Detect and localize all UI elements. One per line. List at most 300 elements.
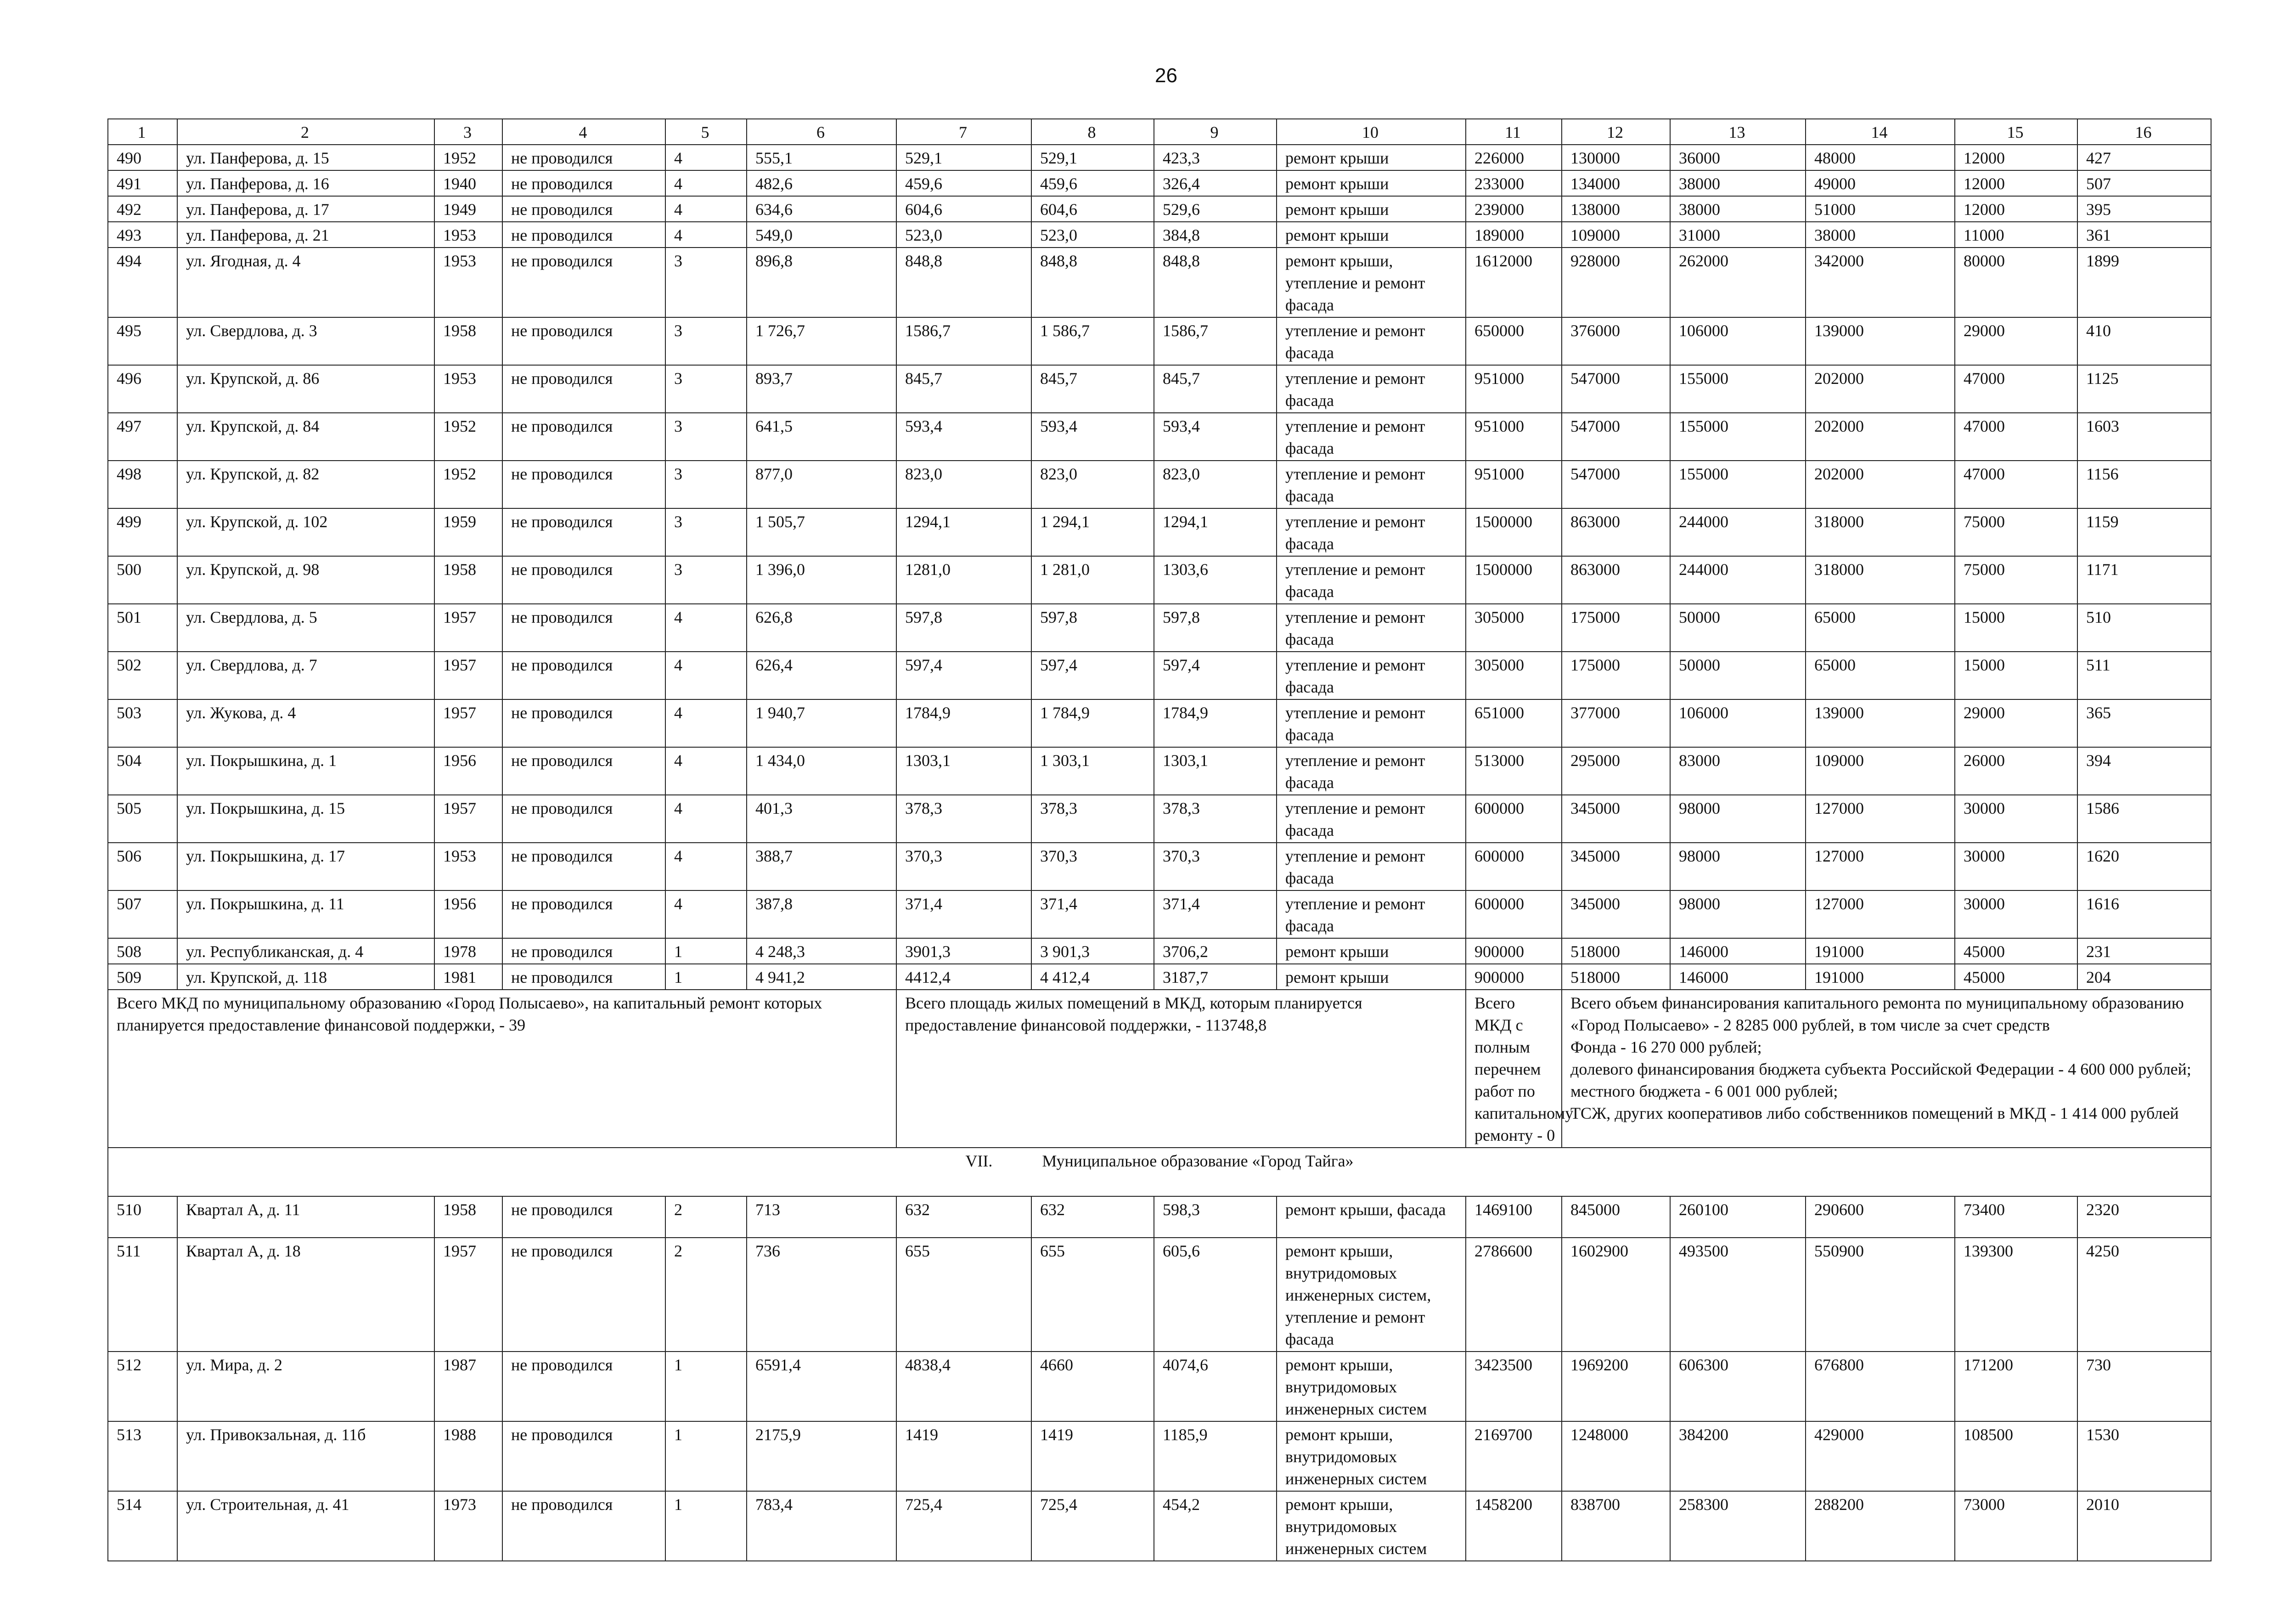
table-cell: 1171 xyxy=(2077,556,2211,604)
table-cell: 845,7 xyxy=(1031,365,1154,413)
column-header: 10 xyxy=(1277,119,1466,145)
table-cell: 848,8 xyxy=(1031,248,1154,317)
table-cell: 106000 xyxy=(1670,699,1806,747)
table-cell: 597,8 xyxy=(1154,604,1277,652)
table-cell: 155000 xyxy=(1670,413,1806,461)
section-title: Муниципальное образование «Город Тайга» xyxy=(1042,1152,1354,1170)
table-cell: ремонт крыши, внутридомовых инженерных систем xyxy=(1277,1352,1466,1421)
table-cell: 1958 xyxy=(434,556,502,604)
table-cell: не проводился xyxy=(502,317,665,365)
section-number: VII. xyxy=(965,1152,993,1170)
table-cell: 730 xyxy=(2077,1352,2211,1421)
table-cell: 342000 xyxy=(1806,248,1955,317)
table-row xyxy=(108,222,2211,248)
table-cell: 4 xyxy=(665,222,747,248)
table-cell: 4 248,3 xyxy=(747,938,896,964)
table-cell: 202000 xyxy=(1806,413,1955,461)
table-cell: ремонт крыши xyxy=(1277,145,1466,170)
table-cell: 4250 xyxy=(2077,1238,2211,1352)
table-cell: 547000 xyxy=(1562,461,1670,508)
table-cell: 2 xyxy=(665,1196,747,1238)
table-cell: 30000 xyxy=(1955,843,2077,890)
table-cell: ул. Панферова, д. 17 xyxy=(177,196,434,222)
table-row xyxy=(108,196,2211,222)
column-header: 12 xyxy=(1562,119,1670,145)
table-cell: 204 xyxy=(2077,964,2211,990)
table-cell: 3 xyxy=(665,248,747,317)
table-cell: 30000 xyxy=(1955,890,2077,938)
table-cell: 244000 xyxy=(1670,556,1806,604)
table-cell: ул. Свердлова, д. 5 xyxy=(177,604,434,652)
table-cell: 511 xyxy=(2077,652,2211,699)
table-cell: 12000 xyxy=(1955,145,2077,170)
table-cell: ул. Покрышкина, д. 15 xyxy=(177,795,434,843)
table-cell: 45000 xyxy=(1955,938,2077,964)
table-row xyxy=(108,248,2211,317)
table-cell: 600000 xyxy=(1466,843,1562,890)
table-cell: 513000 xyxy=(1466,747,1562,795)
table-cell: ул. Крупской, д. 84 xyxy=(177,413,434,461)
table-cell: 736 xyxy=(747,1238,896,1352)
table-cell: ул. Крупской, д. 98 xyxy=(177,556,434,604)
table-cell: утепление и ремонт фасада xyxy=(1277,317,1466,365)
table-cell: 361 xyxy=(2077,222,2211,248)
table-cell: 4 412,4 xyxy=(1031,964,1154,990)
table-cell: 155000 xyxy=(1670,461,1806,508)
table-cell: 1899 xyxy=(2077,248,2211,317)
table-cell: 1 586,7 xyxy=(1031,317,1154,365)
table-cell: 604,6 xyxy=(896,196,1031,222)
table-cell: 725,4 xyxy=(1031,1491,1154,1561)
table-cell: 877,0 xyxy=(747,461,896,508)
table-cell: 15000 xyxy=(1955,652,2077,699)
financing-line: Всего объем финансирования капитального ремонта по муниципальному образованию «Город Полысаево» - 2 8285 000 рублей, в том числе за счет средств xyxy=(1570,994,2184,1034)
table-cell: 376000 xyxy=(1562,317,1670,365)
table-cell: 305000 xyxy=(1466,652,1562,699)
table-cell: не проводился xyxy=(502,170,665,196)
column-header: 14 xyxy=(1806,119,1955,145)
page-number: 26 xyxy=(1155,64,1177,87)
table-cell: ремонт крыши xyxy=(1277,196,1466,222)
column-header: 6 xyxy=(747,119,896,145)
table-cell: не проводился xyxy=(502,843,665,890)
table-cell: не проводился xyxy=(502,747,665,795)
table-cell: 345000 xyxy=(1562,890,1670,938)
table-cell: 845000 xyxy=(1562,1196,1670,1238)
table-cell: утепление и ремонт фасада xyxy=(1277,747,1466,795)
table-cell: 65000 xyxy=(1806,604,1955,652)
table-cell: 3187,7 xyxy=(1154,964,1277,990)
table-cell: 3 xyxy=(665,508,747,556)
table-row xyxy=(108,556,2211,604)
table-cell: 1 281,0 xyxy=(1031,556,1154,604)
table-cell: 1 396,0 xyxy=(747,556,896,604)
table-row xyxy=(108,170,2211,196)
table-cell: 262000 xyxy=(1670,248,1806,317)
table-cell: 1952 xyxy=(434,461,502,508)
table-cell: 514 xyxy=(108,1491,177,1561)
table-cell: 4 xyxy=(665,747,747,795)
table-cell: 1940 xyxy=(434,170,502,196)
table-cell: 1 xyxy=(665,1352,747,1421)
table-cell: 127000 xyxy=(1806,890,1955,938)
column-header: 15 xyxy=(1955,119,2077,145)
table-cell: 394 xyxy=(2077,747,2211,795)
table-cell: 893,7 xyxy=(747,365,896,413)
financing-line: местного бюджета - 6 001 000 рублей; xyxy=(1570,1082,1838,1100)
table-cell: ул. Панферова, д. 21 xyxy=(177,222,434,248)
table-cell: ремонт крыши, фасада xyxy=(1277,1196,1466,1238)
table-cell: 370,3 xyxy=(896,843,1031,890)
table-cell: 12000 xyxy=(1955,196,2077,222)
table-cell: 80000 xyxy=(1955,248,2077,317)
table-cell: 377000 xyxy=(1562,699,1670,747)
table-cell: 518000 xyxy=(1562,938,1670,964)
table-cell: утепление и ремонт фасада xyxy=(1277,413,1466,461)
table-cell: не проводился xyxy=(502,248,665,317)
table-cell: не проводился xyxy=(502,795,665,843)
table-cell: 202000 xyxy=(1806,365,1955,413)
table-row xyxy=(108,1491,2211,1561)
housing-repair-table xyxy=(107,118,2212,1561)
table-cell: 370,3 xyxy=(1154,843,1277,890)
table-cell: 4 xyxy=(665,795,747,843)
table-cell: 73000 xyxy=(1955,1491,2077,1561)
table-row xyxy=(108,1238,2211,1352)
section-heading xyxy=(108,1148,2211,1196)
table-cell: 109000 xyxy=(1562,222,1670,248)
table-cell: 134000 xyxy=(1562,170,1670,196)
table-cell: 459,6 xyxy=(896,170,1031,196)
table-cell: 4 xyxy=(665,699,747,747)
table-cell: 1419 xyxy=(896,1421,1031,1491)
table-row xyxy=(108,890,2211,938)
table-cell: 3901,3 xyxy=(896,938,1031,964)
table-cell: 75000 xyxy=(1955,556,2077,604)
table-cell: 626,4 xyxy=(747,652,896,699)
table-cell: 127000 xyxy=(1806,795,1955,843)
table-cell: 650000 xyxy=(1466,317,1562,365)
column-header: 3 xyxy=(434,119,502,145)
table-cell: 505 xyxy=(108,795,177,843)
table-cell: 47000 xyxy=(1955,461,2077,508)
table-cell: 459,6 xyxy=(1031,170,1154,196)
table-cell: 1159 xyxy=(2077,508,2211,556)
column-header: 13 xyxy=(1670,119,1806,145)
table-cell: 523,0 xyxy=(1031,222,1154,248)
table-cell: утепление и ремонт фасада xyxy=(1277,699,1466,747)
table-cell: 318000 xyxy=(1806,556,1955,604)
table-cell: 3423500 xyxy=(1466,1352,1562,1421)
table-cell: 547000 xyxy=(1562,413,1670,461)
table-cell: 632 xyxy=(1031,1196,1154,1238)
table-cell: 3 xyxy=(665,365,747,413)
table-cell: ремонт крыши, внутридомовых инженерных систем xyxy=(1277,1491,1466,1561)
table-cell: 863000 xyxy=(1562,556,1670,604)
table-cell: 11000 xyxy=(1955,222,2077,248)
table-cell: 98000 xyxy=(1670,890,1806,938)
table-cell: 3 xyxy=(665,556,747,604)
table-cell: ул. Республиканская, д. 4 xyxy=(177,938,434,964)
table-cell: 863000 xyxy=(1562,508,1670,556)
table-cell: 1586,7 xyxy=(1154,317,1277,365)
table-cell: 848,8 xyxy=(896,248,1031,317)
table-cell: утепление и ремонт фасада xyxy=(1277,461,1466,508)
table-cell: 838700 xyxy=(1562,1491,1670,1561)
table-cell: 410 xyxy=(2077,317,2211,365)
table-cell: 928000 xyxy=(1562,248,1670,317)
table-cell: 529,6 xyxy=(1154,196,1277,222)
table-cell: ремонт крыши, внутридомовых инженерных систем, утепление и ремонт фасада xyxy=(1277,1238,1466,1352)
table-cell: 175000 xyxy=(1562,604,1670,652)
column-header: 2 xyxy=(177,119,434,145)
table-cell: не проводился xyxy=(502,222,665,248)
column-header: 5 xyxy=(665,119,747,145)
table-cell: 231 xyxy=(2077,938,2211,964)
table-cell: 1973 xyxy=(434,1491,502,1561)
table-cell: не проводился xyxy=(502,461,665,508)
table-cell: 549,0 xyxy=(747,222,896,248)
table-cell: 1 940,7 xyxy=(747,699,896,747)
table-cell: 951000 xyxy=(1466,413,1562,461)
table-cell: 29000 xyxy=(1955,699,2077,747)
table-body-taiga xyxy=(108,1196,2211,1561)
table-cell: 492 xyxy=(108,196,177,222)
table-cell: 50000 xyxy=(1670,652,1806,699)
table-cell: ул. Панферова, д. 16 xyxy=(177,170,434,196)
table-cell: не проводился xyxy=(502,699,665,747)
table-cell: 73400 xyxy=(1955,1196,2077,1238)
table-cell: 1469100 xyxy=(1466,1196,1562,1238)
table-row xyxy=(108,1196,2211,1238)
table-cell: 1978 xyxy=(434,938,502,964)
table-cell: 226000 xyxy=(1466,145,1562,170)
table-cell: 189000 xyxy=(1466,222,1562,248)
table-cell: 31000 xyxy=(1670,222,1806,248)
table-row xyxy=(108,145,2211,170)
table-cell: ул. Покрышкина, д. 1 xyxy=(177,747,434,795)
table-cell: 499 xyxy=(108,508,177,556)
table-cell: 3 xyxy=(665,461,747,508)
table-cell: 507 xyxy=(108,890,177,938)
table-cell: 1 505,7 xyxy=(747,508,896,556)
table-cell: 1958 xyxy=(434,1196,502,1238)
table-cell: 900000 xyxy=(1466,938,1562,964)
table-cell: 597,4 xyxy=(1154,652,1277,699)
table-cell: 378,3 xyxy=(1154,795,1277,843)
table-cell: 510 xyxy=(108,1196,177,1238)
table-cell: 1957 xyxy=(434,795,502,843)
table-cell: 845,7 xyxy=(896,365,1031,413)
table-cell: 384,8 xyxy=(1154,222,1277,248)
table-cell: 655 xyxy=(896,1238,1031,1352)
table-cell: 1957 xyxy=(434,699,502,747)
table-cell: 15000 xyxy=(1955,604,2077,652)
table-cell: 495 xyxy=(108,317,177,365)
table-cell: 497 xyxy=(108,413,177,461)
table-cell: 1958 xyxy=(434,317,502,365)
table-cell: 12000 xyxy=(1955,170,2077,196)
table-cell: 47000 xyxy=(1955,365,2077,413)
table-cell: 244000 xyxy=(1670,508,1806,556)
table-cell: ул. Покрышкина, д. 11 xyxy=(177,890,434,938)
table-cell: 3 xyxy=(665,413,747,461)
table-cell: 65000 xyxy=(1806,652,1955,699)
table-cell: 305000 xyxy=(1466,604,1562,652)
table-cell: 4838,4 xyxy=(896,1352,1031,1421)
table-cell: 1 xyxy=(665,938,747,964)
table-cell: 295000 xyxy=(1562,747,1670,795)
table-row xyxy=(108,461,2211,508)
table-cell: ул. Крупской, д. 118 xyxy=(177,964,434,990)
table-cell: 951000 xyxy=(1466,461,1562,508)
table-cell: 1 xyxy=(665,1421,747,1491)
table-cell: 518000 xyxy=(1562,964,1670,990)
table-cell: 593,4 xyxy=(1031,413,1154,461)
table-cell: 2786600 xyxy=(1466,1238,1562,1352)
table-cell: 371,4 xyxy=(1031,890,1154,938)
table-cell: 4 xyxy=(665,843,747,890)
table-cell: 482,6 xyxy=(747,170,896,196)
table-cell: 547000 xyxy=(1562,365,1670,413)
table-cell: 1959 xyxy=(434,508,502,556)
table-cell: 3 xyxy=(665,317,747,365)
table-cell: 48000 xyxy=(1806,145,1955,170)
table-cell: 1612000 xyxy=(1466,248,1562,317)
table-cell: 4412,4 xyxy=(896,964,1031,990)
table-cell: 1957 xyxy=(434,604,502,652)
column-header: 4 xyxy=(502,119,665,145)
table-cell: 239000 xyxy=(1466,196,1562,222)
table-row xyxy=(108,652,2211,699)
table-cell: 171200 xyxy=(1955,1352,2077,1421)
table-cell: ремонт крыши xyxy=(1277,170,1466,196)
table-cell: 493 xyxy=(108,222,177,248)
table-cell: 504 xyxy=(108,747,177,795)
table-body xyxy=(108,119,2211,990)
table-cell: 783,4 xyxy=(747,1491,896,1561)
table-cell: 491 xyxy=(108,170,177,196)
table-cell: 490 xyxy=(108,145,177,170)
table-cell: 47000 xyxy=(1955,413,2077,461)
table-cell: 175000 xyxy=(1562,652,1670,699)
table-cell: 597,8 xyxy=(1031,604,1154,652)
table-cell: 1248000 xyxy=(1562,1421,1670,1491)
table-row xyxy=(108,699,2211,747)
table-cell: 139000 xyxy=(1806,317,1955,365)
table-cell: 529,1 xyxy=(1031,145,1154,170)
financing-line: Фонда - 16 270 000 рублей; xyxy=(1570,1038,1762,1056)
financing-line: ТСЖ, других кооперативов либо собственников помещений в МКД - 1 414 000 рублей xyxy=(1570,1104,2179,1122)
table-cell: 529,1 xyxy=(896,145,1031,170)
table-cell: 1956 xyxy=(434,747,502,795)
table-cell: 345000 xyxy=(1562,843,1670,890)
table-cell: 593,4 xyxy=(1154,413,1277,461)
table-cell: 1620 xyxy=(2077,843,2211,890)
table-cell: 395 xyxy=(2077,196,2211,222)
financing-line: долевого финансирования бюджета субъекта Российской Федерации - 4 600 000 рублей; xyxy=(1570,1060,2191,1078)
table-cell: 496 xyxy=(108,365,177,413)
table-cell: ул. Мира, д. 2 xyxy=(177,1352,434,1421)
table-cell: 1 294,1 xyxy=(1031,508,1154,556)
table-cell: 1953 xyxy=(434,248,502,317)
table-cell: не проводился xyxy=(502,1421,665,1491)
table-cell: 326,4 xyxy=(1154,170,1277,196)
table-cell: 1 303,1 xyxy=(1031,747,1154,795)
table-cell: 1125 xyxy=(2077,365,2211,413)
table-cell: 1586,7 xyxy=(896,317,1031,365)
table-cell: 1956 xyxy=(434,890,502,938)
table-cell: 98000 xyxy=(1670,795,1806,843)
table-cell: 501 xyxy=(108,604,177,652)
table-cell: 1303,1 xyxy=(896,747,1031,795)
table-cell: 138000 xyxy=(1562,196,1670,222)
table-cell: 1281,0 xyxy=(896,556,1031,604)
table-cell: 1303,1 xyxy=(1154,747,1277,795)
table-cell: 4 xyxy=(665,196,747,222)
table-cell: 655 xyxy=(1031,1238,1154,1352)
table-cell: 191000 xyxy=(1806,938,1955,964)
table-cell: 1 434,0 xyxy=(747,747,896,795)
table-cell: не проводился xyxy=(502,196,665,222)
table-cell: 4660 xyxy=(1031,1352,1154,1421)
table-cell: 845,7 xyxy=(1154,365,1277,413)
table-cell: не проводился xyxy=(502,508,665,556)
table-cell: 1784,9 xyxy=(1154,699,1277,747)
table-cell: 1957 xyxy=(434,1238,502,1352)
table-cell: 1987 xyxy=(434,1352,502,1421)
table-cell: 506 xyxy=(108,843,177,890)
table-cell: 1603 xyxy=(2077,413,2211,461)
table-cell: утепление и ремонт фасада xyxy=(1277,843,1466,890)
table-cell: ул. Свердлова, д. 7 xyxy=(177,652,434,699)
table-cell: 1952 xyxy=(434,145,502,170)
table-cell: 139000 xyxy=(1806,699,1955,747)
table-cell: 378,3 xyxy=(1031,795,1154,843)
section-header-row xyxy=(108,1148,2211,1196)
table-cell: ул. Крупской, д. 86 xyxy=(177,365,434,413)
column-number-header xyxy=(108,119,2211,145)
table-cell: 1988 xyxy=(434,1421,502,1491)
table-cell: 493500 xyxy=(1670,1238,1806,1352)
table-cell: 550900 xyxy=(1806,1238,1955,1352)
table-cell: 593,4 xyxy=(896,413,1031,461)
table-cell: 4 xyxy=(665,890,747,938)
table-cell: утепление и ремонт фасада xyxy=(1277,604,1466,652)
table-cell: ул. Покрышкина, д. 17 xyxy=(177,843,434,890)
table-cell: 345000 xyxy=(1562,795,1670,843)
table-cell: 725,4 xyxy=(896,1491,1031,1561)
table-cell: ремонт крыши, утепление и ремонт фасада xyxy=(1277,248,1466,317)
table-cell: 290600 xyxy=(1806,1196,1955,1238)
table-cell: 146000 xyxy=(1670,964,1806,990)
table-cell: 106000 xyxy=(1670,317,1806,365)
table-cell: 823,0 xyxy=(1031,461,1154,508)
table-cell: 378,3 xyxy=(896,795,1031,843)
summary-full-works: Всего МКД с полным перечнем работ по капитальному ремонту - 0 xyxy=(1466,990,1562,1148)
table-cell: 2010 xyxy=(2077,1491,2211,1561)
table-cell: утепление и ремонт фасада xyxy=(1277,508,1466,556)
table-cell: 626,8 xyxy=(747,604,896,652)
table-row xyxy=(108,795,2211,843)
table-cell: 1185,9 xyxy=(1154,1421,1277,1491)
table-row xyxy=(108,843,2211,890)
table-cell: 2169700 xyxy=(1466,1421,1562,1491)
table-cell: 1294,1 xyxy=(896,508,1031,556)
table-cell: ул. Панферова, д. 15 xyxy=(177,145,434,170)
table-row xyxy=(108,508,2211,556)
table-cell: Квартал А, д. 18 xyxy=(177,1238,434,1352)
